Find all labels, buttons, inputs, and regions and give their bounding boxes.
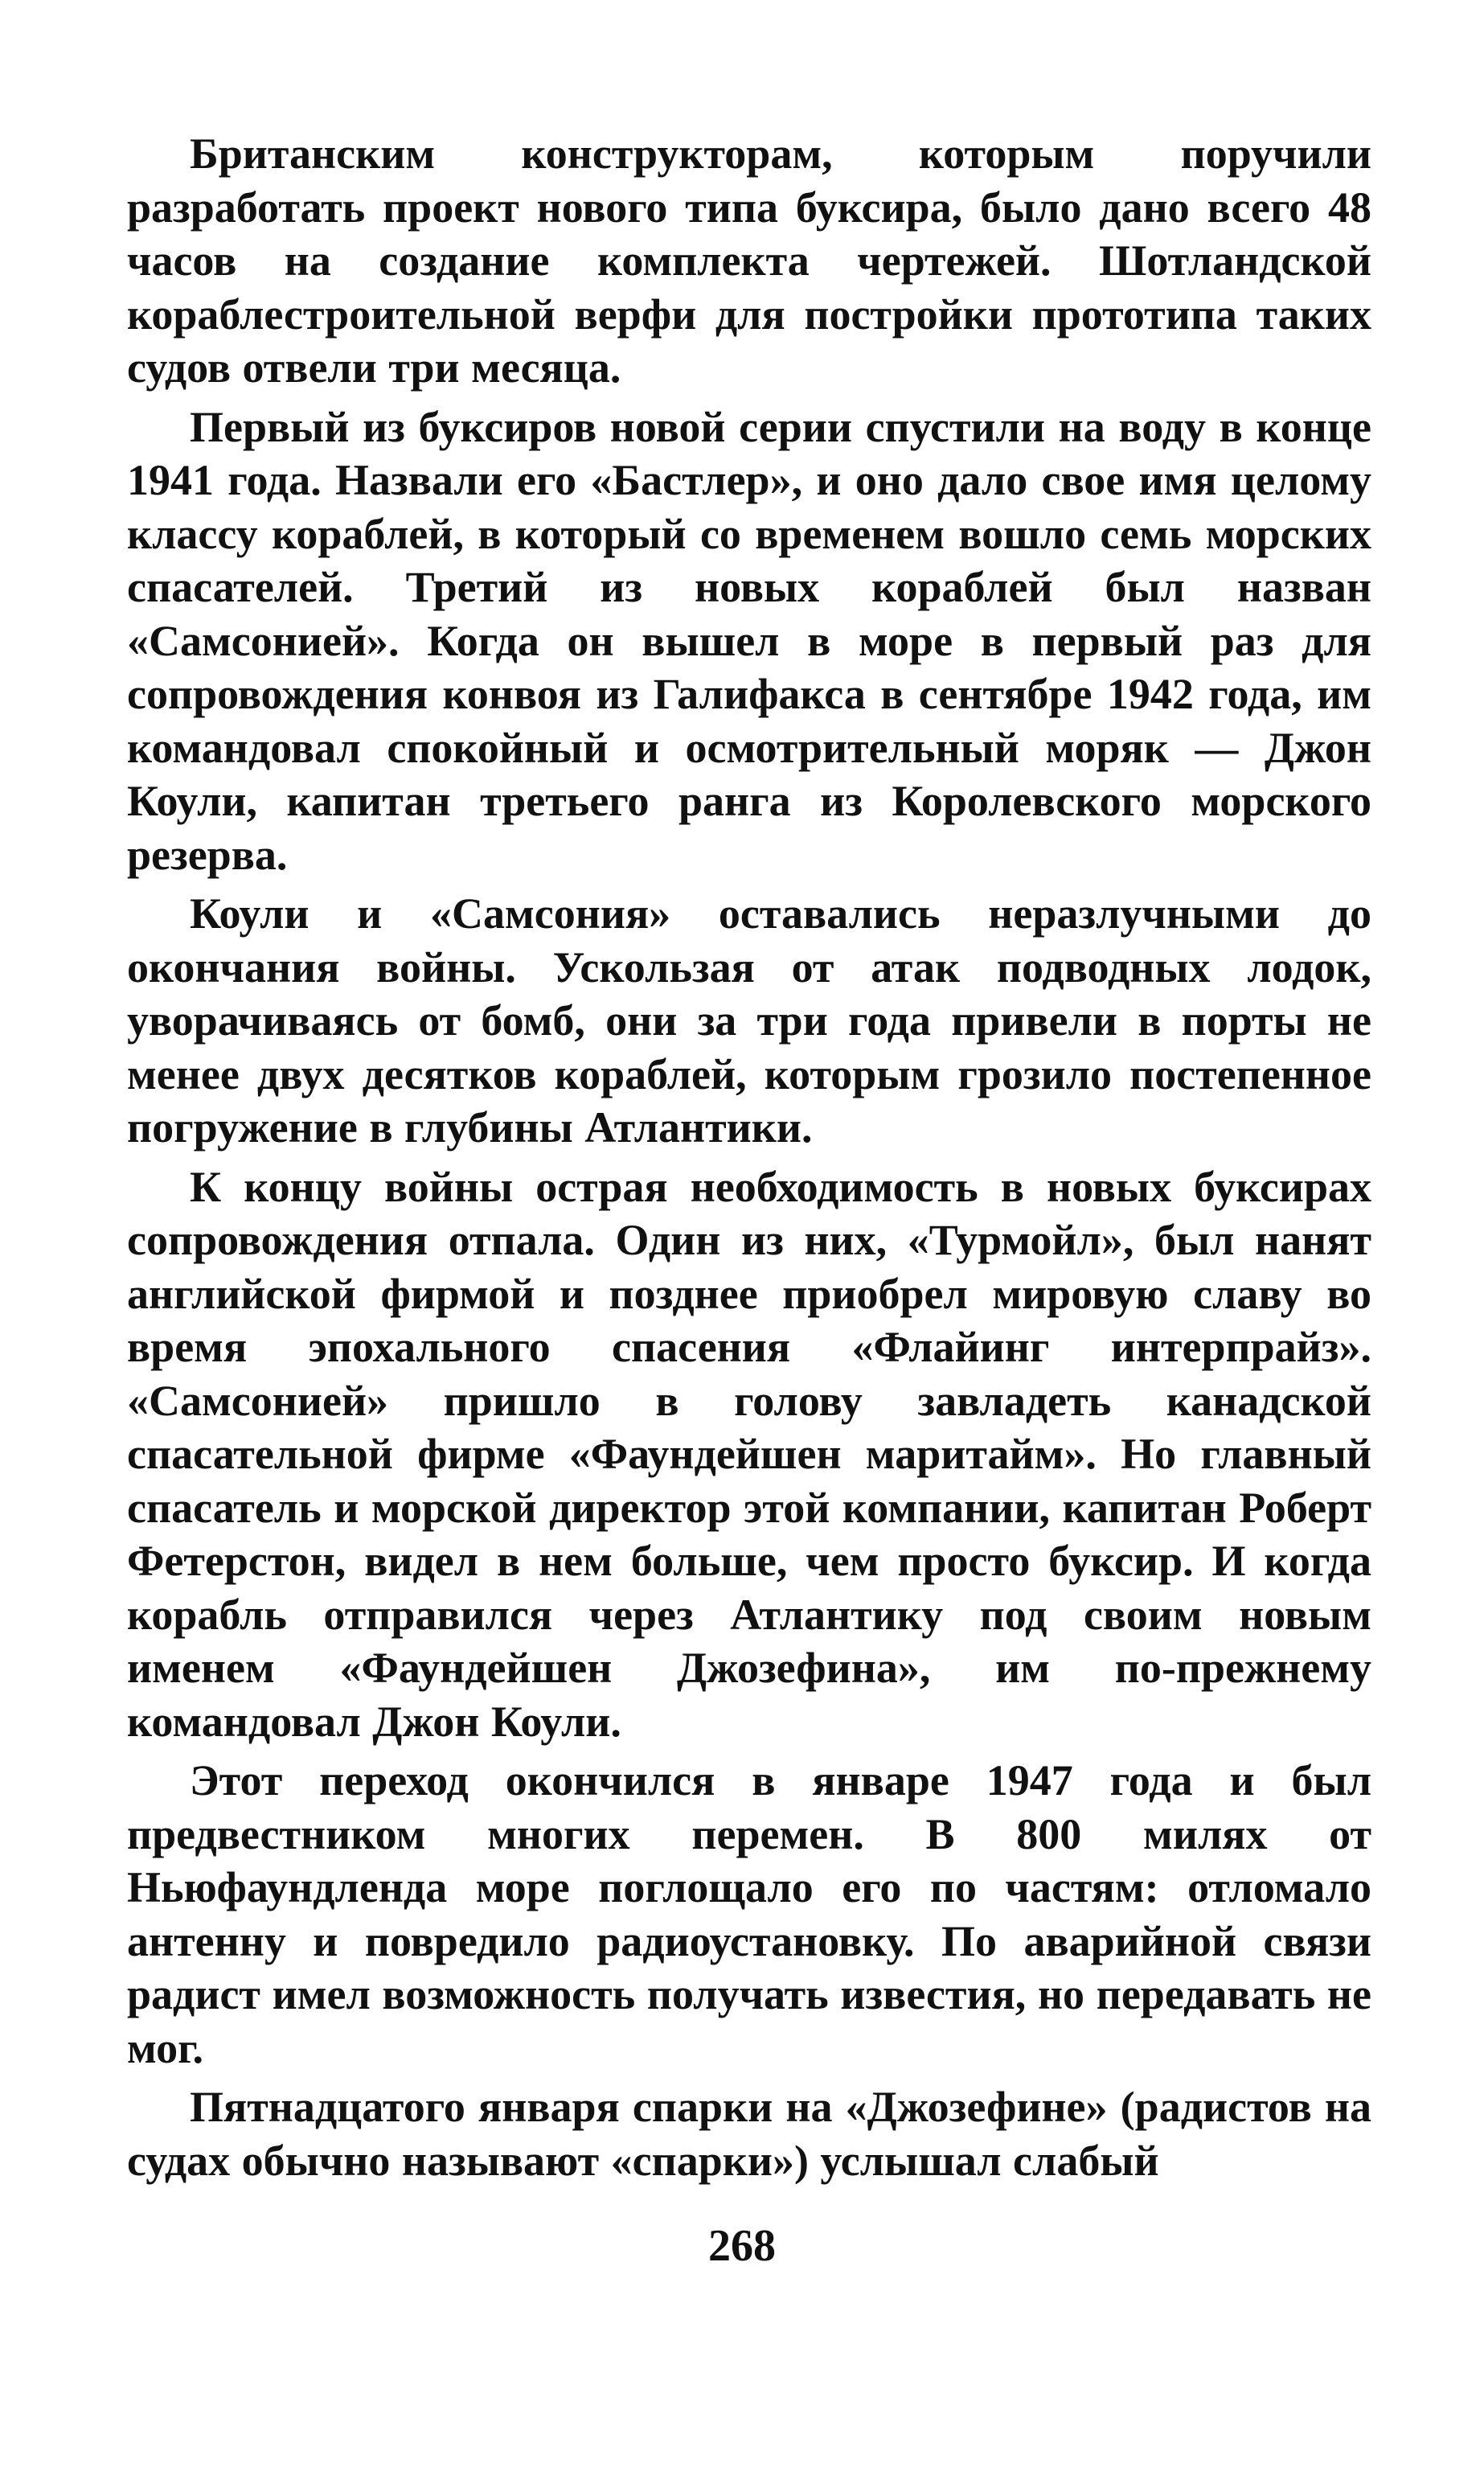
paragraph-1: Британским конструкторам, которым поручили разработать проект нового типа буксира, было дано всего 48 часов на создание комплекта чертежей. Шотландской кораблестроительной верфи для постройки прототипа таких судов отвели три месяца.: [127, 129, 1371, 392]
page-number: 268: [708, 2221, 776, 2271]
page-body: [127, 127, 1371, 2193]
paragraph-5: Этот переход окончился в январе 1947 года и был предвестником многих перемен. В 800 милях от Ньюфаундленда море поглощало его по частям: отломало антенну и повредило радиоустановку. По аварийной связи радист имел возможность получать известия, но передавать не мог.: [127, 1756, 1371, 2072]
paragraph-3: Коули и «Самсония» оставались неразлучными до окончания войны. Ускользая от атак подводных лодок, уворачиваясь от бомб, они за три года привели в порты не менее двух десятков кораблей, которым грозило постепенное погружение в глубины Атлантики.: [127, 889, 1371, 1152]
paragraph-2: Первый из буксиров новой серии спустили на воду в конце 1941 года. Назвали его «Бастлер», и оно дало свое имя целому классу кораблей, в который со временем вошло семь морских спасателей. Третий из новых кораблей был назван «Самсонией». Когда он вышел в море в первый раз для сопровождения конвоя из Галифакса в сентябре 1942 года, им командовал спокойный и осмотрительный моряк — Джон Коули, капитан третьего ранга из Королевского морского резерва.: [127, 402, 1371, 879]
paragraph-6: Пятнадцатого января спарки на «Джозефине» (радистов на судах обычно называют «спарки») услышал слабый: [127, 2083, 1371, 2185]
paragraph-4: К концу войны острая необходимость в новых буксирах сопровождения отпала. Один из них, «Турмойл», был нанят английской фирмой и позднее приобрел мировую славу во время эпохального спасения «Флайинг интерпрайз». «Самсонией» пришло в голову завладеть канадской спасательной фирме «Фаундейшен маритайм». Но главный спасатель и морской директор этой компании, капитан Роберт Фетерстон, видел в нем больше, чем просто буксир. И когда корабль отправился через Атлантику под своим новым именем «Фаундейшен Джозефина», им по-прежнему командовал Джон Коули.: [127, 1162, 1371, 1746]
